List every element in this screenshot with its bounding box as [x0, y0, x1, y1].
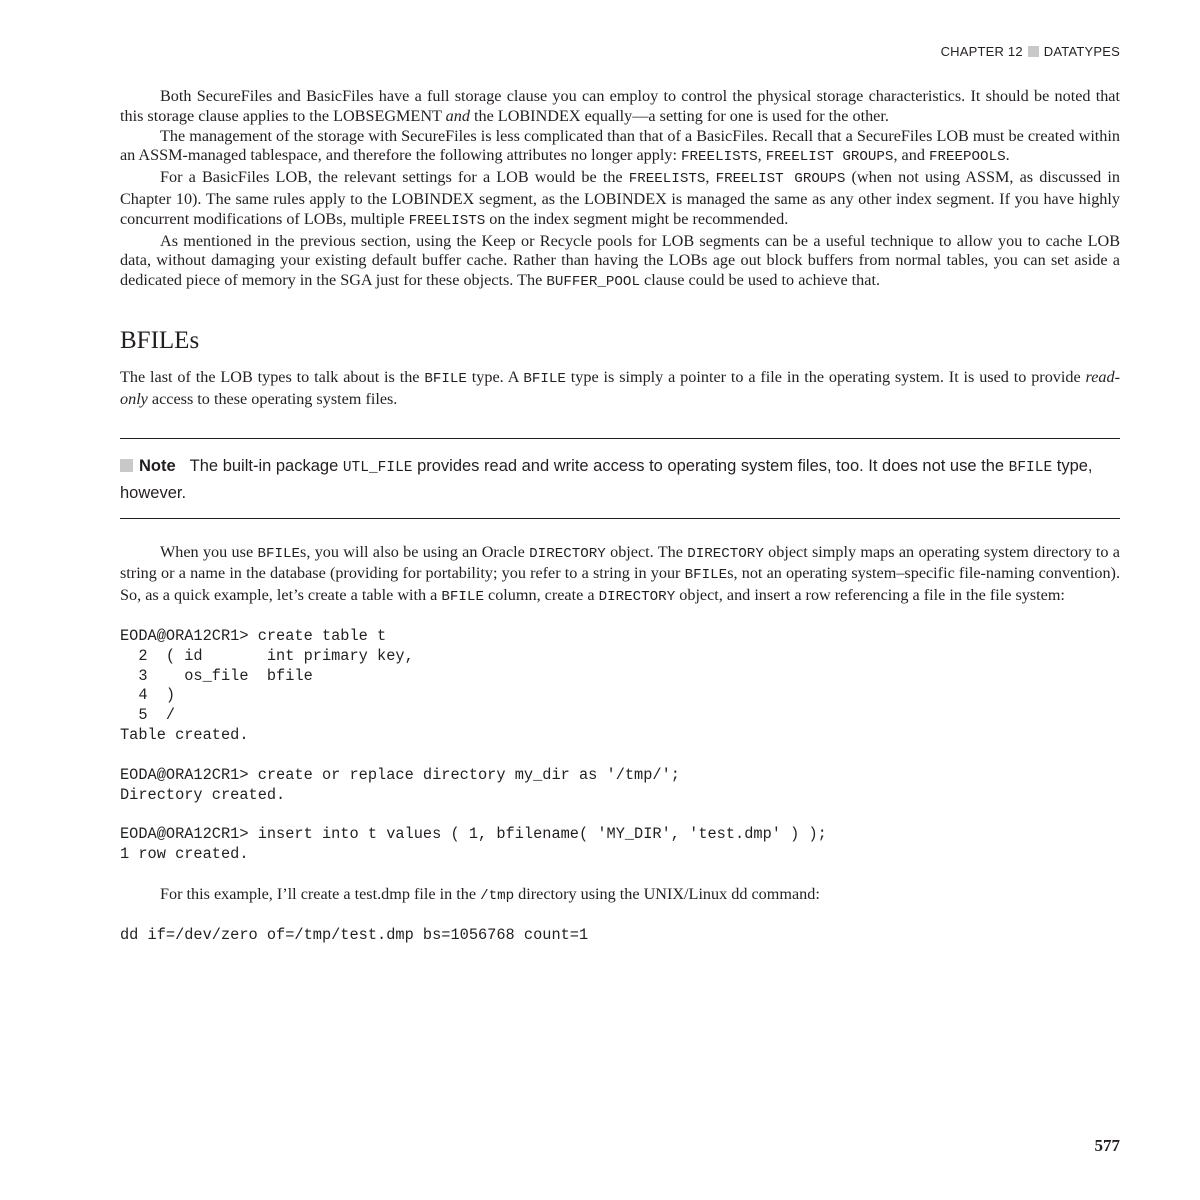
code-bfile: BFILE: [523, 370, 566, 387]
paragraph-bfile-intro: The last of the LOB types to talk about is the BFILE type. A BFILE type is simply a pointer to a file in the operating system. It is used to provide read-only access to these operating system files.: [120, 367, 1120, 408]
paragraph-buffer-pools: As mentioned in the previous section, using the Keep or Recycle pools for LOB segments can be a useful technique to allow you to cache LOB data, without damaging your existing default buffer cache. Rather than having the LOBs age out block buffers from normal tables, you can set aside a dedicated piece of memory in the SGA just for these objects. The BUFFER_POOL clause could be used to achieve that.: [120, 231, 1120, 291]
note-box: Note The built-in package UTL_FILE provides read and write access to operating system files, too. It does not use the BFILE type, however.: [120, 438, 1120, 519]
paragraph-directory-object: When you use BFILEs, you will also be using an Oracle DIRECTORY object. The DIRECTORY object simply maps an operating system directory to a string or a name in the database (providing for portability; you refer to a string in your BFILEs, not an operating system–specific file-naming convention). So, as a quick example, let’s create a table with a BFILE column, create a DIRECTORY object, and insert a row referencing a file in the file system:: [120, 542, 1120, 606]
code-freelist-groups: FREELIST GROUPS: [715, 171, 846, 188]
page-body: [120, 87, 1120, 966]
section-heading: BFILEs: [120, 326, 200, 354]
note-label: Note: [139, 456, 176, 475]
code-tmp: /tmp: [480, 887, 515, 904]
code-bfile: BFILE: [441, 589, 484, 606]
code-block-insert-row: EODA@ORA12CR1> insert into t values ( 1, bfilename( 'MY_DIR', 'test.dmp' ) ); 1 row created.: [120, 825, 827, 864]
paragraph-securefiles-storage: The management of the storage with SecureFiles is less complicated than that of a BasicFiles. Recall that a SecureFiles LOB must be created within an ASSM-managed tablespace, and therefore the following attributes no longer apply: FREELISTS, FREELIST GROUPS, and FREEPOOLS.: [120, 126, 1120, 166]
code-freelists: FREELISTS: [681, 149, 758, 166]
code-buffer-pool: BUFFER_POOL: [546, 274, 640, 291]
code-bfile: BFILE: [424, 370, 467, 387]
code-directory: DIRECTORY: [598, 589, 676, 606]
code-freelists: FREELISTS: [408, 212, 486, 229]
code-block-create-directory: EODA@ORA12CR1> create or replace directory my_dir as '/tmp/'; Directory created.: [120, 765, 680, 804]
code-bfile: BFILE: [257, 545, 301, 562]
emphasis-read-only: read-only: [120, 367, 1120, 408]
code-directory: DIRECTORY: [529, 545, 606, 562]
paragraph-storage-clause: Both SecureFiles and BasicFiles have a full storage clause you can employ to control the physical storage characteristics. It should be noted that this storage clause applies to the LOBSEGMENT and the LOBINDEX equally—a setting for one is used for the other.: [120, 87, 1120, 125]
paragraph-basicfiles-settings: For a BasicFiles LOB, the relevant settings for a LOB would be the FREELISTS, FREELIST GROUPS (when not using ASSM, as discussed in Chapter 10). The same rules apply to the LOBINDEX segment, as the LOBINDEX is managed the same as any other index segment. If you have highly concurrent modifications of LOBs, multiple FREELISTS on the index segment might be recommended.: [120, 168, 1120, 229]
code-directory: DIRECTORY: [687, 545, 764, 562]
code-block-dd-command: dd if=/dev/zero of=/tmp/test.dmp bs=1056768 count=1: [120, 925, 589, 944]
square-bullet-icon: [1028, 46, 1039, 57]
code-utl-file: UTL_FILE: [342, 459, 413, 476]
running-header: [941, 44, 1120, 59]
chapter-label: CHAPTER 12: [940, 44, 1023, 59]
emphasis-and: and: [445, 106, 470, 125]
code-block-create-table: EODA@ORA12CR1> create table t 2 ( id int primary key, 3 os_file bfile 4 ) 5 / Table created.: [120, 626, 414, 744]
code-freelists: FREELISTS: [628, 171, 706, 188]
code-bfile: BFILE: [684, 567, 728, 584]
paragraph-dd-example: For this example, I’ll create a test.dmp file in the /tmp directory using the UNIX/Linux dd command:: [160, 884, 820, 904]
code-freepools: FREEPOOLS: [928, 149, 1006, 166]
page-number: 577: [1094, 1136, 1120, 1155]
code-freelist-groups: FREELIST GROUPS: [765, 149, 894, 166]
square-bullet-icon: [120, 459, 133, 472]
code-bfile: BFILE: [1008, 459, 1053, 476]
book-page: [120, 0, 1120, 1200]
section-label: DATATYPES: [1043, 44, 1120, 59]
